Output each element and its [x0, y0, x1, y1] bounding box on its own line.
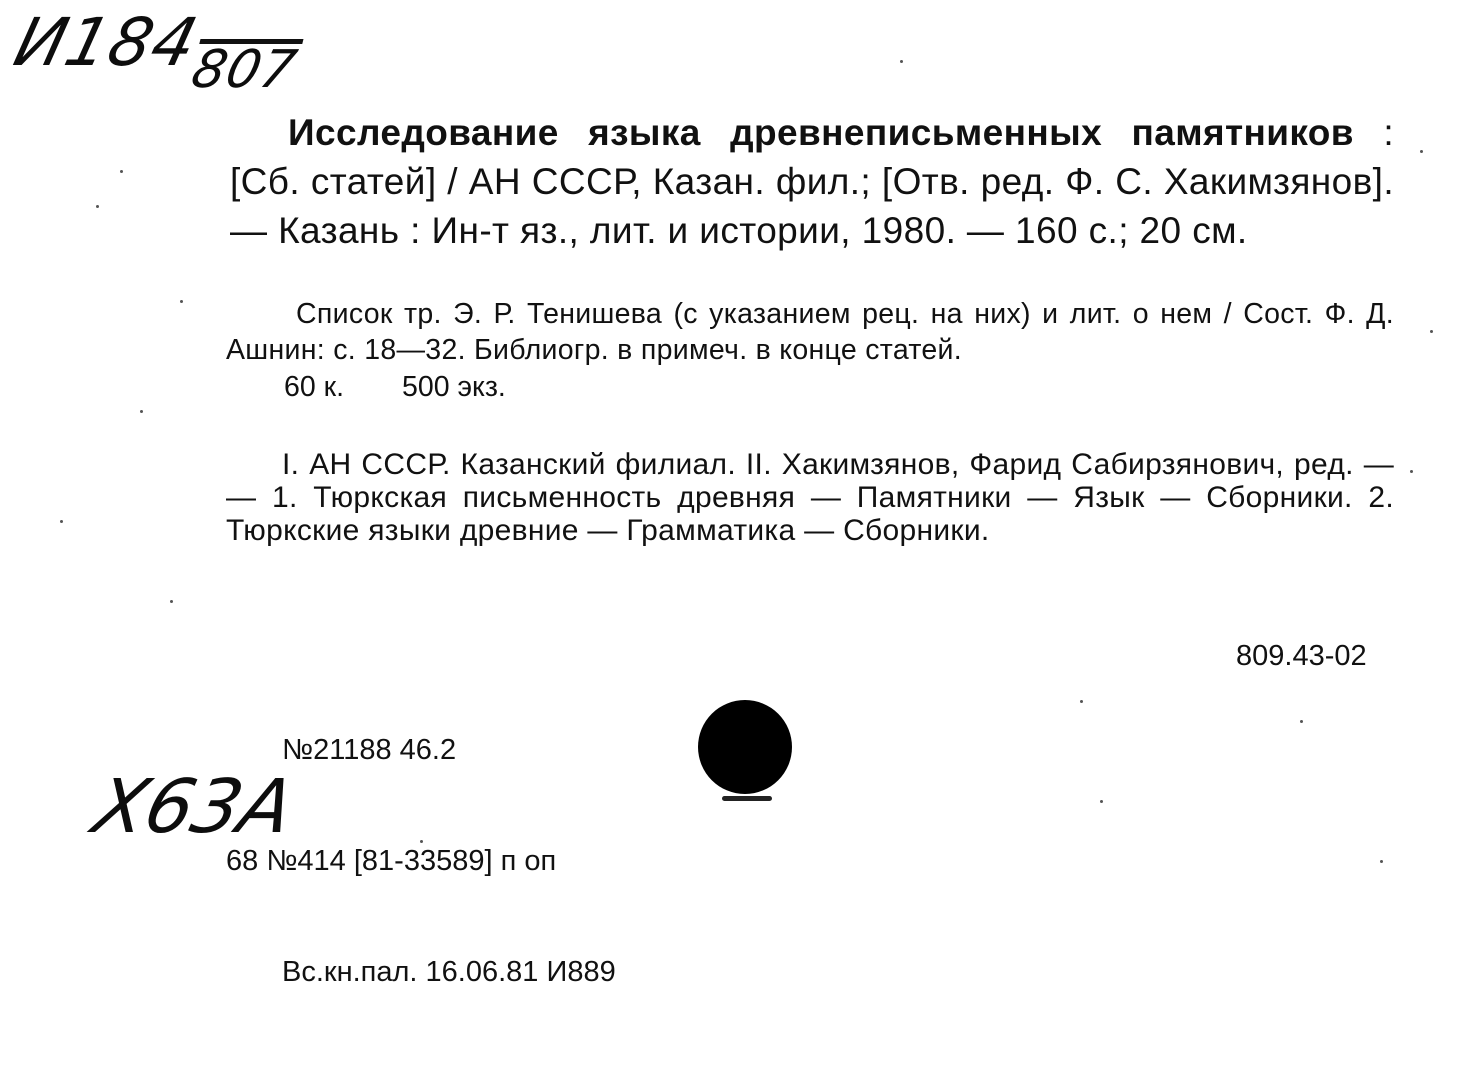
punch-hole	[698, 700, 792, 794]
handwritten-bottom-code: Х63А	[85, 764, 303, 850]
handwritten-call-number	[3, 4, 310, 100]
entry-notes: Список тр. Э. Р. Тенишева (с указанием рец. на них) и лит. о нем / Сост. Ф. Д. Ашнин: с. 18—32. Библиогр. в примеч. в конце статей.	[226, 298, 1394, 366]
call-number-main: И184	[7, 4, 206, 81]
entry-price: 60 к.	[284, 371, 345, 403]
card-imprint	[226, 658, 616, 1065]
imprint-line-1: №21188 46.2	[282, 734, 457, 766]
imprint-line-3: Вс.кн.пал. 16.06.81 И889	[282, 956, 616, 988]
imprint-line-2: 68 №414 [81-33589] п оп	[226, 845, 557, 877]
entry-copies: 500 экз.	[402, 371, 506, 403]
price-line	[284, 369, 506, 405]
entry-tracings: I. АН СССР. Казанский филиал. II. Хакимзянов, Фарид Сабирзянович, ред. — — 1. Тюркская письменность древняя — Памятники — Язык — Сборники. 2. Тюркские языки древние — Грамматика — Сборники.	[226, 448, 1394, 547]
entry-title: Исследование языка древнеписьменных памятников	[288, 112, 1354, 153]
bibliographic-description	[230, 108, 1394, 255]
punch-hole-mark	[722, 796, 772, 801]
entry-statement: : [Сб. статей] / АН СССР, Казан. фил.; [Отв. ред. Ф. С. Хакимзянов]. — Казань : Ин-т яз., лит. и истории, 1980. — 160 с.; 20 см.	[230, 112, 1394, 251]
classification-number: 809.43-02	[1236, 640, 1367, 672]
call-number-sub: 807	[185, 40, 303, 100]
